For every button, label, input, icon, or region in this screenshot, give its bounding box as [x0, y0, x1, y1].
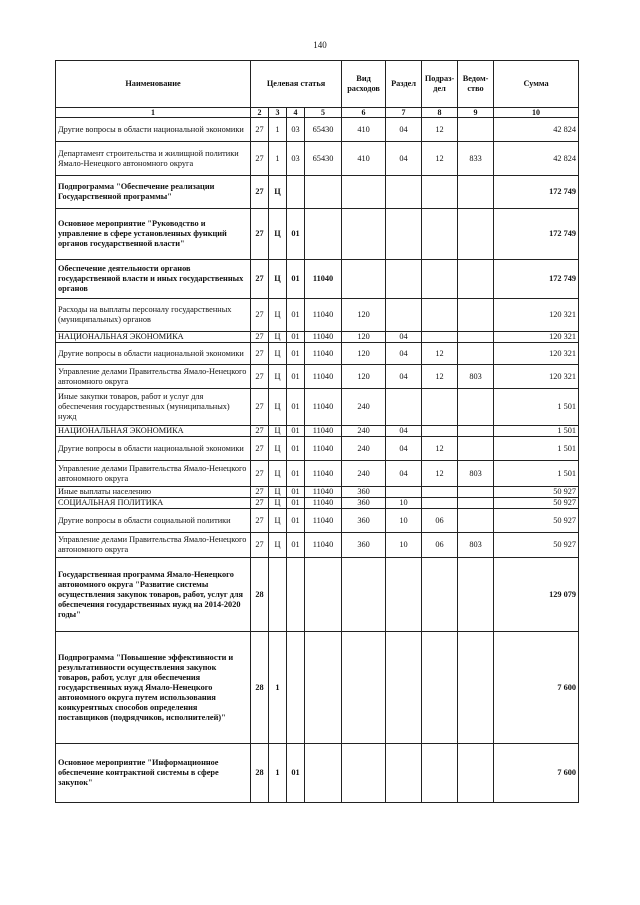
expense-type: 120: [342, 365, 386, 389]
row-name: Управление делами Правительства Ямало-Ненецкого автономного округа: [56, 533, 251, 558]
section: [386, 744, 422, 803]
amount: 172 749: [494, 260, 579, 299]
target-code-4: 11040: [305, 533, 342, 558]
header-amount: Сумма: [494, 61, 579, 108]
subsection: 12: [422, 343, 458, 365]
amount: 50 927: [494, 498, 579, 509]
target-code-1: 28: [251, 632, 269, 744]
department: [458, 509, 494, 533]
expense-type: [342, 176, 386, 209]
amount: 172 749: [494, 176, 579, 209]
amount: 7 600: [494, 632, 579, 744]
target-code-4: 11040: [305, 389, 342, 426]
row-name: Управление делами Правительства Ямало-Ненецкого автономного округа: [56, 461, 251, 487]
department: 803: [458, 461, 494, 487]
target-code-1: 27: [251, 426, 269, 437]
target-code-1: 27: [251, 118, 269, 142]
target-code-2: Ц: [269, 461, 287, 487]
row-name: Обеспечение деятельности органов государственной власти и иных государственных органов: [56, 260, 251, 299]
section: 04: [386, 437, 422, 461]
target-code-2: Ц: [269, 533, 287, 558]
expense-type: 240: [342, 437, 386, 461]
row-name: Другие вопросы в области национальной экономики: [56, 437, 251, 461]
target-code-4: [305, 209, 342, 260]
target-code-3: 01: [287, 487, 305, 498]
target-code-1: 27: [251, 498, 269, 509]
table-row: [56, 209, 579, 260]
target-code-1: 27: [251, 509, 269, 533]
row-name: Иные выплаты населению: [56, 487, 251, 498]
expense-type: 410: [342, 142, 386, 176]
target-code-2: [269, 558, 287, 632]
header-target: Целевая статья: [251, 61, 342, 108]
target-code-1: 27: [251, 365, 269, 389]
target-code-2: Ц: [269, 487, 287, 498]
subsection: [422, 176, 458, 209]
page-number: 140: [313, 40, 327, 50]
expense-type: [342, 260, 386, 299]
expense-type: 240: [342, 389, 386, 426]
department: [458, 632, 494, 744]
amount: 42 824: [494, 118, 579, 142]
row-name: Подпрограмма "Повышение эффективности и результативности осуществления закупок товаров, работ, услуг для обеспечения государственных нужд Ямало-Ненецкого автономного округа путем использования конкурентных способов определения поставщиков (подрядчиков, исполнителей)": [56, 632, 251, 744]
target-code-4: 65430: [305, 142, 342, 176]
table-row: [56, 533, 579, 558]
row-name: Другие вопросы в области национальной экономики: [56, 118, 251, 142]
target-code-4: [305, 744, 342, 803]
expense-type: 360: [342, 487, 386, 498]
table-row: [56, 487, 579, 498]
target-code-2: Ц: [269, 176, 287, 209]
section: 10: [386, 498, 422, 509]
amount: 1 501: [494, 461, 579, 487]
target-code-3: [287, 558, 305, 632]
target-code-2: Ц: [269, 209, 287, 260]
target-code-1: 27: [251, 332, 269, 343]
target-code-1: 27: [251, 260, 269, 299]
table-row: [56, 744, 579, 803]
department: [458, 498, 494, 509]
header-name: Наименование: [56, 61, 251, 108]
row-name: НАЦИОНАЛЬНАЯ ЭКОНОМИКА: [56, 426, 251, 437]
target-code-4: 65430: [305, 118, 342, 142]
section: [386, 209, 422, 260]
table-row: [56, 299, 579, 332]
target-code-3: 01: [287, 343, 305, 365]
target-code-4: 11040: [305, 437, 342, 461]
department: [458, 176, 494, 209]
amount: 50 927: [494, 487, 579, 498]
subsection: 12: [422, 461, 458, 487]
department: [458, 426, 494, 437]
row-name: Основное мероприятие "Информационное обеспечение контрактной системы в сфере закупок": [56, 744, 251, 803]
section: [386, 389, 422, 426]
table-row: [56, 332, 579, 343]
target-code-4: 11040: [305, 343, 342, 365]
column-number-row: [56, 108, 579, 118]
section: 04: [386, 142, 422, 176]
target-code-1: 27: [251, 461, 269, 487]
section: 04: [386, 332, 422, 343]
target-code-3: 01: [287, 426, 305, 437]
target-code-1: 28: [251, 558, 269, 632]
target-code-3: [287, 632, 305, 744]
subsection: [422, 558, 458, 632]
table-row: [56, 260, 579, 299]
expense-type: [342, 632, 386, 744]
table-row: [56, 118, 579, 142]
header-department: Ведом-ство: [458, 61, 494, 108]
department: [458, 343, 494, 365]
target-code-3: 01: [287, 509, 305, 533]
table-row: [56, 176, 579, 209]
target-code-4: [305, 558, 342, 632]
header-expense-type: Вид расходов: [342, 61, 386, 108]
target-code-2: Ц: [269, 299, 287, 332]
department: 803: [458, 365, 494, 389]
header-section: Раздел: [386, 61, 422, 108]
amount: 1 501: [494, 426, 579, 437]
section: [386, 299, 422, 332]
target-code-2: Ц: [269, 365, 287, 389]
target-code-2: Ц: [269, 389, 287, 426]
department: [458, 209, 494, 260]
amount: 129 079: [494, 558, 579, 632]
column-number: 9: [458, 108, 494, 118]
target-code-4: [305, 176, 342, 209]
target-code-2: Ц: [269, 498, 287, 509]
row-name: Государственная программа Ямало-Ненецкого автономного округа "Развитие системы осуществления закупок товаров, работ, услуг для обеспечения государственных нужд на 2014-2020 годы": [56, 558, 251, 632]
section: 04: [386, 343, 422, 365]
target-code-1: 27: [251, 299, 269, 332]
target-code-1: 27: [251, 533, 269, 558]
department: [458, 744, 494, 803]
amount: 120 321: [494, 365, 579, 389]
target-code-4: 11040: [305, 299, 342, 332]
row-name: Основное мероприятие "Руководство и управление в сфере установленных функций органов государственной власти": [56, 209, 251, 260]
target-code-1: 27: [251, 176, 269, 209]
department: [458, 389, 494, 426]
column-number: 4: [287, 108, 305, 118]
subsection: [422, 332, 458, 343]
target-code-4: 11040: [305, 332, 342, 343]
subsection: 12: [422, 118, 458, 142]
target-code-3: 01: [287, 260, 305, 299]
section: [386, 632, 422, 744]
subsection: 12: [422, 437, 458, 461]
amount: 42 824: [494, 142, 579, 176]
target-code-4: 11040: [305, 509, 342, 533]
target-code-2: Ц: [269, 332, 287, 343]
amount: 50 927: [494, 533, 579, 558]
target-code-4: 11040: [305, 487, 342, 498]
department: [458, 299, 494, 332]
target-code-2: 1: [269, 118, 287, 142]
target-code-3: 01: [287, 389, 305, 426]
target-code-3: [287, 176, 305, 209]
table-row: [56, 142, 579, 176]
subsection: [422, 498, 458, 509]
target-code-1: 27: [251, 209, 269, 260]
target-code-4: 11040: [305, 365, 342, 389]
table-row: [56, 437, 579, 461]
target-code-2: 1: [269, 744, 287, 803]
section: 10: [386, 533, 422, 558]
amount: 120 321: [494, 299, 579, 332]
section: 04: [386, 426, 422, 437]
target-code-3: 01: [287, 498, 305, 509]
target-code-4: 11040: [305, 426, 342, 437]
row-name: НАЦИОНАЛЬНАЯ ЭКОНОМИКА: [56, 332, 251, 343]
department: [458, 437, 494, 461]
expense-type: 240: [342, 461, 386, 487]
target-code-1: 27: [251, 343, 269, 365]
target-code-2: Ц: [269, 426, 287, 437]
target-code-3: 01: [287, 744, 305, 803]
expense-type: 240: [342, 426, 386, 437]
header-subsection: Подраз-дел: [422, 61, 458, 108]
section: 04: [386, 118, 422, 142]
row-name: Подпрограмма "Обеспечение реализации Государственной программы": [56, 176, 251, 209]
column-number: 3: [269, 108, 287, 118]
expense-type: 360: [342, 498, 386, 509]
target-code-1: 27: [251, 142, 269, 176]
subsection: 06: [422, 509, 458, 533]
target-code-4: [305, 632, 342, 744]
target-code-4: 11040: [305, 461, 342, 487]
expense-type: 120: [342, 299, 386, 332]
amount: 1 501: [494, 437, 579, 461]
row-name: Расходы на выплаты персоналу государственных (муниципальных) органов: [56, 299, 251, 332]
budget-table: [55, 60, 579, 803]
expense-type: 360: [342, 509, 386, 533]
table-row: [56, 389, 579, 426]
target-code-3: 01: [287, 299, 305, 332]
amount: 120 321: [494, 343, 579, 365]
subsection: [422, 299, 458, 332]
table-row: [56, 426, 579, 437]
table-row: [56, 343, 579, 365]
subsection: [422, 209, 458, 260]
section: [386, 558, 422, 632]
target-code-1: 28: [251, 744, 269, 803]
column-number: 2: [251, 108, 269, 118]
column-number: 10: [494, 108, 579, 118]
target-code-3: 01: [287, 533, 305, 558]
department: [458, 332, 494, 343]
target-code-4: 11040: [305, 260, 342, 299]
target-code-2: 1: [269, 632, 287, 744]
section: 10: [386, 509, 422, 533]
table-row: [56, 365, 579, 389]
target-code-3: 01: [287, 209, 305, 260]
table-row: [56, 461, 579, 487]
column-number: 5: [305, 108, 342, 118]
target-code-2: Ц: [269, 437, 287, 461]
expense-type: 120: [342, 332, 386, 343]
header-row: [56, 61, 579, 108]
target-code-4: 11040: [305, 498, 342, 509]
department: [458, 260, 494, 299]
table-row: [56, 558, 579, 632]
department: [458, 118, 494, 142]
amount: 50 927: [494, 509, 579, 533]
target-code-3: 01: [287, 461, 305, 487]
subsection: 12: [422, 365, 458, 389]
expense-type: [342, 744, 386, 803]
subsection: [422, 487, 458, 498]
row-name: Другие вопросы в области национальной экономики: [56, 343, 251, 365]
target-code-3: 01: [287, 365, 305, 389]
target-code-2: 1: [269, 142, 287, 176]
subsection: [422, 426, 458, 437]
section: 04: [386, 365, 422, 389]
department: [458, 558, 494, 632]
department: 833: [458, 142, 494, 176]
subsection: [422, 260, 458, 299]
column-number: 8: [422, 108, 458, 118]
target-code-2: Ц: [269, 509, 287, 533]
expense-type: 120: [342, 343, 386, 365]
table-row: [56, 509, 579, 533]
target-code-2: Ц: [269, 343, 287, 365]
expense-type: 360: [342, 533, 386, 558]
target-code-3: 01: [287, 332, 305, 343]
target-code-2: Ц: [269, 260, 287, 299]
section: 04: [386, 461, 422, 487]
department: 803: [458, 533, 494, 558]
target-code-3: 03: [287, 118, 305, 142]
department: [458, 487, 494, 498]
column-number: 6: [342, 108, 386, 118]
target-code-1: 27: [251, 437, 269, 461]
row-name: Иные закупки товаров, работ и услуг для обеспечения государственных (муниципальных) нужд: [56, 389, 251, 426]
target-code-3: 01: [287, 437, 305, 461]
section: [386, 176, 422, 209]
section: [386, 260, 422, 299]
amount: 120 321: [494, 332, 579, 343]
subsection: [422, 389, 458, 426]
subsection: 06: [422, 533, 458, 558]
subsection: [422, 632, 458, 744]
column-number: 7: [386, 108, 422, 118]
subsection: [422, 744, 458, 803]
column-number: 1: [56, 108, 251, 118]
expense-type: 410: [342, 118, 386, 142]
target-code-1: 27: [251, 389, 269, 426]
amount: 7 600: [494, 744, 579, 803]
target-code-3: 03: [287, 142, 305, 176]
amount: 172 749: [494, 209, 579, 260]
row-name: Другие вопросы в области социальной политики: [56, 509, 251, 533]
section: [386, 487, 422, 498]
table-row: [56, 498, 579, 509]
row-name: СОЦИАЛЬНАЯ ПОЛИТИКА: [56, 498, 251, 509]
row-name: Департамент строительства и жилищной политики Ямало-Ненецкого автономного округа: [56, 142, 251, 176]
expense-type: [342, 558, 386, 632]
target-code-1: 27: [251, 487, 269, 498]
amount: 1 501: [494, 389, 579, 426]
subsection: 12: [422, 142, 458, 176]
expense-type: [342, 209, 386, 260]
table-row: [56, 632, 579, 744]
row-name: Управление делами Правительства Ямало-Ненецкого автономного округа: [56, 365, 251, 389]
